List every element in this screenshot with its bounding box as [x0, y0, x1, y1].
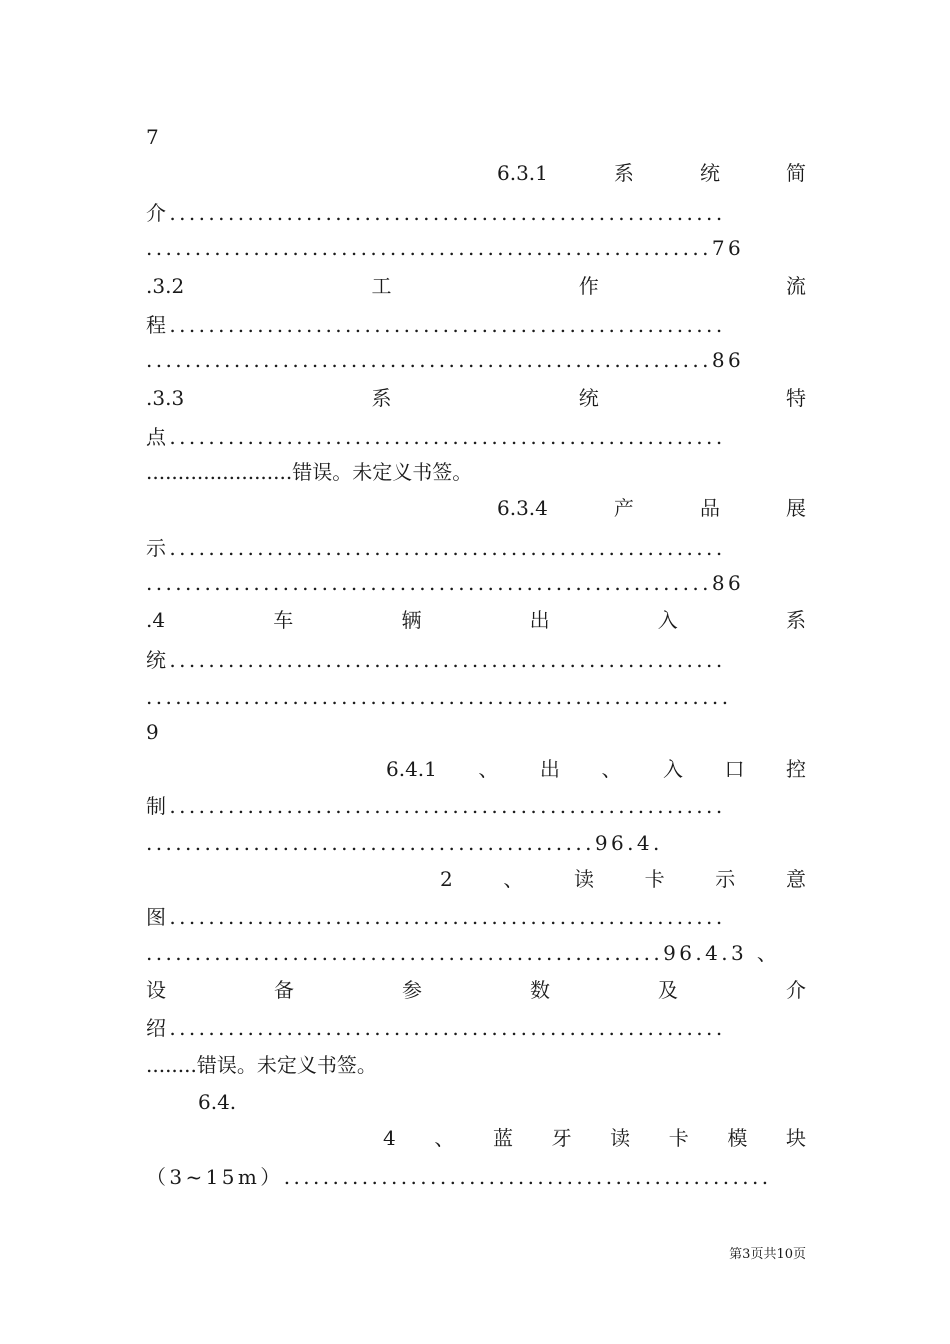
toc-leader: 绍......................................................... [146, 1016, 726, 1040]
toc-char: 介 [786, 978, 806, 1002]
toc-char: 辆 [401, 608, 422, 632]
toc-char: 统 [699, 161, 720, 185]
toc-line: 7 [146, 125, 159, 149]
toc-char: 读 [574, 867, 595, 891]
toc-char: 系 [785, 608, 806, 632]
toc-entry-6-3-2[interactable] [146, 271, 806, 301]
toc-leader: 制......................................................... [146, 794, 726, 818]
toc-char: 品 [699, 496, 720, 520]
toc-char: 读 [610, 1126, 631, 1150]
toc-char: 展 [785, 496, 806, 520]
toc-entry-6-4-1[interactable] [386, 754, 806, 784]
toc-leader: 图......................................................... [146, 905, 726, 929]
toc-entry-6-4[interactable] [146, 605, 806, 635]
toc-number: 2 [440, 867, 453, 891]
toc-char: 出 [539, 757, 560, 781]
toc-char: 入 [662, 757, 683, 781]
toc-entry-6-3-4[interactable] [497, 493, 806, 523]
toc-leader: ..............................................96.4. [146, 831, 663, 855]
toc-leader: 程......................................................... [146, 313, 726, 337]
toc-char: 产 [613, 496, 634, 520]
toc-char: 作 [578, 274, 599, 298]
toc-char: 卡 [668, 1126, 689, 1150]
toc-entry-6-4-4[interactable] [383, 1123, 806, 1153]
toc-number: 6.3.1 [497, 161, 548, 185]
toc-char: 口 [724, 757, 745, 781]
toc-char: 出 [529, 608, 550, 632]
toc-char: 系 [371, 386, 392, 410]
toc-char: 数 [530, 978, 550, 1002]
toc-char: 蓝 [492, 1126, 513, 1150]
toc-char: 系 [613, 161, 634, 185]
toc-leader: 介......................................................... [146, 201, 726, 225]
toc-char: 块 [786, 1126, 806, 1150]
toc-entry-6-4-2[interactable] [440, 864, 806, 894]
toc-char: 意 [785, 867, 806, 891]
toc-number: .3.2 [146, 274, 185, 298]
toc-number: .4 [146, 608, 166, 632]
toc-char: 、 [434, 1126, 455, 1150]
toc-number: .3.3 [146, 386, 185, 410]
toc-char: 、 [503, 867, 524, 891]
toc-leader: ..........................................................86 [146, 571, 745, 595]
toc-line: 9 [146, 720, 159, 744]
toc-char: 统 [578, 386, 599, 410]
toc-char: 特 [785, 386, 806, 410]
toc-leader: 统......................................................... [146, 648, 726, 672]
toc-leader: （3~15m）.................................................. [146, 1165, 772, 1189]
toc-leader: ............................................................ [146, 685, 732, 709]
toc-char: 设 [146, 978, 166, 1002]
toc-entry-6-4-3[interactable] [146, 975, 806, 1005]
toc-entry-6-3-1[interactable] [497, 158, 806, 188]
toc-leader: ..........................................................86 [146, 348, 745, 372]
toc-char: 控 [785, 757, 806, 781]
toc-char: 、 [601, 757, 622, 781]
toc-char: 入 [657, 608, 678, 632]
toc-char: 模 [727, 1126, 748, 1150]
toc-char: 示 [715, 867, 736, 891]
page-footer: 第3页共10页 [729, 1247, 806, 1262]
toc-char: 卡 [644, 867, 665, 891]
toc-char: 工 [371, 274, 392, 298]
toc-char: 牙 [551, 1126, 572, 1150]
toc-leader: ..........................................................76 [146, 236, 745, 260]
toc-char: 及 [658, 978, 678, 1002]
toc-leader: 示......................................................... [146, 536, 726, 560]
toc-leader-error: .......................错误。未定义书签。 [146, 460, 473, 484]
toc-char: 流 [785, 274, 806, 298]
toc-number: 6.4.1 [386, 757, 437, 781]
toc-char: 车 [273, 608, 294, 632]
toc-leader-error: ........错误。未定义书签。 [146, 1053, 377, 1077]
toc-leader: 点......................................................... [146, 425, 726, 449]
toc-char: 简 [785, 161, 806, 185]
toc-entry-6-3-3[interactable] [146, 383, 806, 413]
toc-char: 参 [402, 978, 422, 1002]
toc-leader: .....................................................96.4.3 、 [146, 941, 781, 965]
toc-number: 6.3.4 [497, 496, 548, 520]
toc-number: 4 [383, 1126, 396, 1150]
toc-line: 6.4. [198, 1090, 237, 1114]
toc-char: 、 [478, 757, 499, 781]
toc-char: 备 [274, 978, 294, 1002]
